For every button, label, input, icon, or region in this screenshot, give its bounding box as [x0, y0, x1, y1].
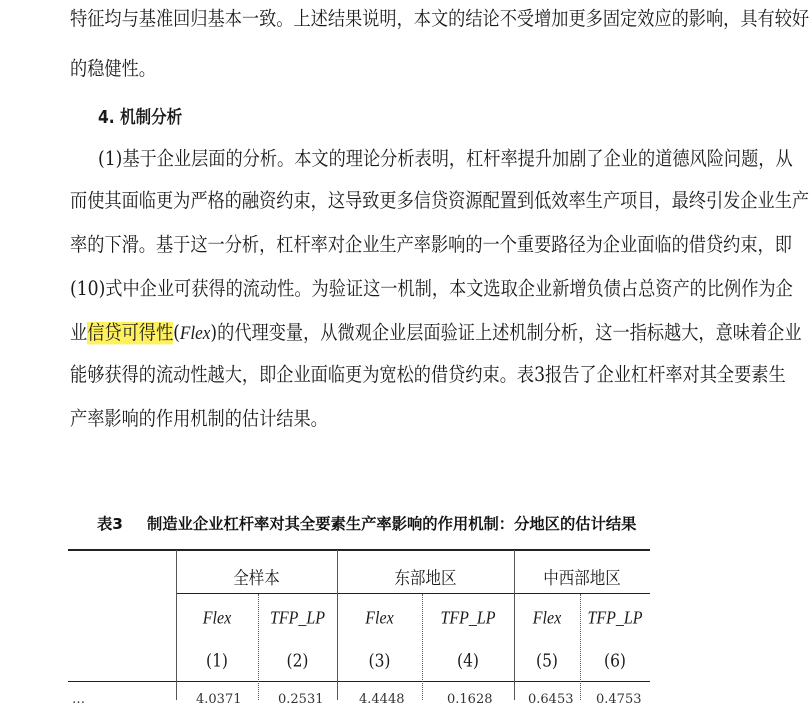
paragraph-line: 产率影响的作用机制的估计结果。 — [70, 408, 328, 431]
table-column-number: (6) — [604, 651, 626, 672]
paragraph-line: 业信贷可得性(Flex)的代理变量，从微观企业层面验证上述机制分析，这一指标越大，意味着企业 — [70, 322, 802, 345]
table-column-header: Flex — [202, 609, 232, 629]
table-group-header: 全样本 — [233, 568, 280, 589]
table-column-header: TFP_LP — [440, 609, 496, 629]
table-caption: 制造业企业杠杆率对其全要素生产率影响的作用机制：分地区的估计结果 — [146, 515, 637, 533]
table-cell: 0.1628 — [447, 692, 493, 707]
table-column-header: TFP_LP — [269, 609, 326, 629]
table-header-rule — [68, 681, 650, 682]
table-title — [97, 512, 636, 534]
table-column-header: Flex — [365, 609, 394, 629]
table-top-rule — [68, 549, 650, 551]
table-cell: 0.6453 — [528, 692, 574, 707]
paragraph-line: (10)式中企业可获得的流动性。为验证这一机制，本文选取企业新增负债占总资产的比例作为企 — [70, 278, 793, 301]
table-column-number: (1) — [206, 651, 228, 672]
highlighted-term: 信贷可得性 — [87, 322, 174, 345]
table-group-header: 东部地区 — [394, 568, 457, 589]
table-column-number: (5) — [536, 651, 558, 672]
table-group-rule — [176, 593, 650, 594]
table-cell: 4.0371 — [196, 692, 242, 707]
paragraph-line: 率的下滑。基于这一分析，杠杆率对企业生产率影响的一个重要路径为企业面临的借贷约束，即 — [70, 234, 792, 257]
table-row-label: … — [72, 692, 85, 707]
table-cell: 4.4448 — [359, 692, 405, 707]
paragraph-line: 而使其面临更为严格的融资约束，这导致更多信贷资源配置到低效率生产项目，最终引发企业生产 — [70, 190, 809, 213]
variable-name: Flex — [179, 322, 211, 344]
table-column-number: (4) — [457, 651, 479, 672]
paragraph-line: 特征均与基准回归基本一致。上述结果说明，本文的结论不受增加更多固定效应的影响，具有较好 — [70, 8, 809, 31]
table-group-header: 中西部地区 — [543, 568, 621, 589]
section-heading: 4. 机制分析 — [98, 107, 183, 128]
table-cell: 0.4753 — [596, 692, 642, 707]
paragraph-line: 能够获得的流动性越大，即企业面临更为宽松的借贷约束。表3报告了企业杠杆率对其全要素生 — [70, 364, 786, 387]
paragraph-line: (1)基于企业层面的分析。本文的理论分析表明，杠杆率提升加剧了企业的道德风险问题，从 — [98, 148, 793, 171]
table-column-header: Flex — [532, 609, 562, 629]
table-column-header: TFP_LP — [587, 609, 643, 629]
table-column-number: (2) — [286, 651, 309, 672]
paragraph-line: 的稳健性。 — [70, 58, 156, 81]
table-cell: 0.2531 — [278, 692, 324, 707]
table-number: 表3 — [97, 515, 123, 533]
table-column-number: (3) — [368, 651, 391, 672]
